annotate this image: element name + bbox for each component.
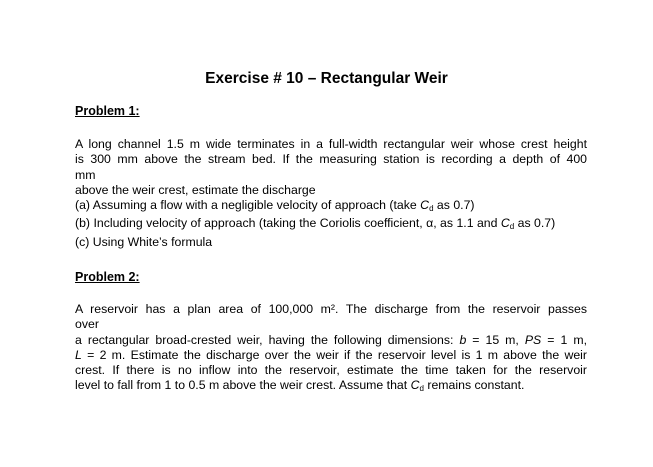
problem-1-line: A long channel 1.5 m wide terminates in a full-width rectangular weir whose crest height [75,137,587,151]
problem-2-line: L = 2 m. Estimate the discharge over the weir if the reservoir level is 1 m above the weir [75,347,587,362]
item-a-text: as 0.7) [433,198,475,213]
problem-2-line: level to fall from 1 to 0.5 m above the weir crest. Assume that Cd remains constant. [75,378,525,394]
problem-1-line: above the weir crest, estimate the discharge [75,182,316,197]
item-a-text: (a) Assuming a flow with a negligible velocity of approach (take [75,198,421,213]
problem-1-heading: Problem 1: [75,104,140,118]
problem-1-line: is 300 mm above the stream bed. If the measuring station is recording a depth of 400 [75,152,587,167]
problem-2-line: a rectangular broad-crested weir, having the following dimensions: b = 15 m, PS = 1 m, [75,332,587,347]
page-title: Exercise # 10 – Rectangular Weir [205,70,448,87]
cd-symbol: Cd [500,216,515,232]
item-b-text: as 0.7) [514,216,556,231]
problem-1-item-a [75,198,587,216]
problem-1-item-c: (c) Using White’s formula [75,234,213,249]
problem-2-line: A reservoir has a plan area of 100,000 m². The discharge from the reservoir passes [75,302,587,316]
cd-symbol: Cd [420,198,434,214]
cd-symbol: Cd [410,378,424,394]
problem-2-text [75,302,587,397]
problem-2-line: crest. If there is no inflow into the reservoir, estimate the time taken for the reservoir [75,363,587,378]
item-b-text: (b) Including velocity of approach (taking the Coriolis coefficient, α, as 1.1 and [75,216,501,231]
problem-2-heading: Problem 2: [75,270,140,284]
problem-1-item-b [75,216,587,234]
problem-1-text [75,137,587,250]
problem-2-line: over [75,317,99,332]
problem-1-line: mm [75,167,96,182]
